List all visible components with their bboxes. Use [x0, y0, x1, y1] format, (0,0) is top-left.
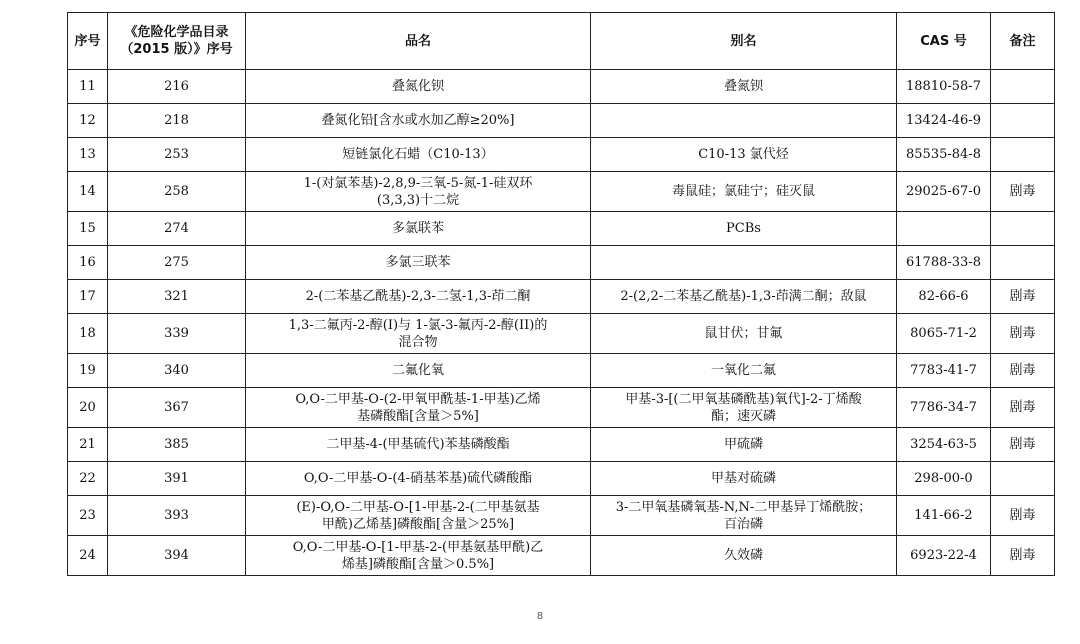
cell-cas: [897, 354, 991, 388]
header-cas: CAS 号: [897, 13, 991, 70]
cell-no-text: 12: [79, 113, 96, 128]
cell-no-text: 14: [79, 184, 96, 199]
table-row: [68, 280, 1055, 314]
cell-name: [246, 104, 591, 138]
cell-cas: [897, 70, 991, 104]
cell-cas-text: 298-00-0: [914, 471, 973, 486]
cell-catalog-no: [108, 388, 246, 428]
cell-remark: [991, 388, 1055, 428]
cell-catalog-no: [108, 70, 246, 104]
cell-no-text: 16: [79, 255, 96, 270]
cell-name-text: 混合物: [398, 334, 438, 350]
cell-name-text: 叠氮化铅[含水或水加乙醇≥20%]: [321, 113, 515, 128]
cell-catalog-no-text: 339: [164, 326, 189, 341]
cell-name-text: O,O-二甲基-O-(2-甲氧甲酰基-1-甲基)乙烯: [295, 391, 541, 407]
cell-remark: [991, 496, 1055, 536]
cell-cas-text: 13424-46-9: [906, 113, 981, 128]
cell-alias-text: 一氧化二氟: [710, 363, 776, 378]
cell-cas-text: 7786-34-7: [910, 400, 977, 415]
cell-catalog-no: [108, 172, 246, 212]
cell-name: [246, 388, 591, 428]
cell-alias: [591, 462, 897, 496]
cell-alias: [591, 496, 897, 536]
cell-remark-text: 剧毒: [1009, 184, 1036, 199]
cell-name-text: 2-(二苯基乙酰基)-2,3-二氢-1,3-茚二酮: [305, 289, 531, 304]
cell-catalog-no-text: 385: [164, 437, 189, 452]
table-row: [68, 212, 1055, 246]
cell-catalog-no: [108, 462, 246, 496]
cell-no-text: 24: [79, 548, 96, 563]
cell-no: [68, 104, 108, 138]
cell-alias: [591, 138, 897, 172]
cell-no-text: 11: [79, 79, 96, 94]
cell-alias-text: 叠氮钡: [723, 79, 763, 94]
cell-alias-text: 甲基对硫磷: [710, 471, 776, 486]
cell-name-text: 1,3-二氟丙-2-醇(I)与 1-氯-3-氟丙-2-醇(II)的: [288, 317, 548, 333]
page-number: 8: [536, 611, 544, 622]
header-name: 品名: [246, 13, 591, 70]
cell-remark: [991, 314, 1055, 354]
cell-alias: [591, 280, 897, 314]
cell-alias-text: 百治磷: [723, 516, 763, 532]
cell-name: [246, 212, 591, 246]
cell-name-text: 多氯三联苯: [385, 255, 451, 270]
cell-cas-text: 82-66-6: [918, 289, 969, 304]
cell-cas: [897, 246, 991, 280]
cell-no-text: 17: [79, 289, 96, 304]
cell-cas: [897, 388, 991, 428]
cell-catalog-no-text: 340: [164, 363, 189, 378]
cell-cas: [897, 496, 991, 536]
cell-name-text: 烯基]磷酸酯[含量＞0.5%]: [341, 556, 495, 572]
table-row: [68, 314, 1055, 354]
cell-alias: [591, 212, 897, 246]
cell-alias: [591, 314, 897, 354]
cell-catalog-no-text: 258: [164, 184, 189, 199]
cell-cas: [897, 212, 991, 246]
cell-cas-text: 61788-33-8: [906, 255, 981, 270]
cell-catalog-no: [108, 104, 246, 138]
cell-no: [68, 462, 108, 496]
cell-remark: [991, 172, 1055, 212]
cell-no: [68, 354, 108, 388]
cell-catalog-no-text: 367: [164, 400, 189, 415]
cell-cas-text: 6923-22-4: [910, 548, 977, 563]
cell-name-text: O,O-二甲基-O-[1-甲基-2-(甲基氨基甲酰)乙: [292, 539, 544, 555]
cell-name: [246, 354, 591, 388]
cell-no-text: 21: [79, 437, 96, 452]
cell-remark: [991, 104, 1055, 138]
cell-name-text: 短链氯化石蜡（C10-13）: [342, 147, 494, 162]
header-catalog-no: [108, 13, 246, 70]
cell-name: [246, 138, 591, 172]
table-row: [68, 138, 1055, 172]
cell-remark: [991, 428, 1055, 462]
cell-name: [246, 172, 591, 212]
cell-name-text: 多氯联苯: [391, 221, 444, 236]
cell-cas: [897, 172, 991, 212]
cell-name-text: (E)-O,O-二甲基-O-[1-甲基-2-(二甲基氨基: [296, 499, 540, 515]
cell-no: [68, 496, 108, 536]
cell-alias-text: 甲基-3-[(二甲氧基磷酰基)氧代]-2-丁烯酸: [625, 391, 862, 407]
header-row: [68, 13, 1055, 70]
cell-alias: [591, 354, 897, 388]
cell-catalog-no: [108, 212, 246, 246]
cell-catalog-no: [108, 280, 246, 314]
cell-remark-text: 剧毒: [1009, 400, 1036, 415]
cell-name-text: 叠氮化钡: [391, 79, 444, 94]
cell-no: [68, 536, 108, 576]
cell-no: [68, 428, 108, 462]
cell-alias-text: PCBs: [726, 221, 761, 236]
cell-no-text: 23: [79, 508, 96, 523]
cell-no: [68, 388, 108, 428]
cell-alias: [591, 104, 897, 138]
cell-catalog-no: [108, 354, 246, 388]
header-alias: 别名: [591, 13, 897, 70]
cell-catalog-no-text: 391: [164, 471, 189, 486]
cell-remark: [991, 70, 1055, 104]
table-row: [68, 246, 1055, 280]
cell-no-text: 15: [79, 221, 96, 236]
table-row: [68, 70, 1055, 104]
cell-alias-text: 3-二甲氧基磷氧基-N,N-二甲基异丁烯酰胺；: [615, 499, 872, 515]
table-row: [68, 104, 1055, 138]
cell-cas: [897, 428, 991, 462]
cell-alias: [591, 428, 897, 462]
cell-cas: [897, 536, 991, 576]
cell-cas: [897, 138, 991, 172]
cell-alias: [591, 172, 897, 212]
cell-remark: [991, 212, 1055, 246]
cell-alias-text: 久效磷: [723, 548, 763, 563]
cell-alias-text: 酯；速灭磷: [710, 408, 776, 424]
cell-no: [68, 314, 108, 354]
cell-alias: [591, 388, 897, 428]
table-row: [68, 388, 1055, 428]
cell-name-text: 二氟化氧: [391, 363, 444, 378]
cell-name: [246, 496, 591, 536]
cell-catalog-no: [108, 246, 246, 280]
cell-remark-text: 剧毒: [1009, 363, 1036, 378]
cell-remark-text: 剧毒: [1009, 326, 1036, 341]
cell-name-text: 二甲基-4-(甲基硫代)苯基磷酸酯: [326, 437, 510, 452]
cell-catalog-no: [108, 496, 246, 536]
cell-catalog-no-text: 275: [164, 255, 189, 270]
cell-name: [246, 314, 591, 354]
cell-no: [68, 246, 108, 280]
cell-alias-text: 甲硫磷: [723, 437, 763, 452]
cell-remark: [991, 246, 1055, 280]
table-row: [68, 462, 1055, 496]
chemicals-table: [67, 12, 1055, 576]
cell-remark-text: 剧毒: [1009, 508, 1036, 523]
cell-remark: [991, 536, 1055, 576]
cell-name-text: (3,3,3)十二烷: [376, 192, 460, 208]
cell-no-text: 13: [79, 147, 96, 162]
cell-catalog-no-text: 393: [164, 508, 189, 523]
cell-catalog-no-text: 274: [164, 221, 189, 236]
table-row: [68, 496, 1055, 536]
cell-name: [246, 246, 591, 280]
table-row: [68, 536, 1055, 576]
cell-alias-text: 2-(2,2-二苯基乙酰基)-1,3-茚满二酮；敌鼠: [620, 289, 867, 304]
cell-alias-text: 毒鼠硅；氯硅宁；硅灭鼠: [671, 184, 815, 199]
cell-name: [246, 462, 591, 496]
header-no: 序号: [68, 13, 108, 70]
header-remark: 备注: [991, 13, 1055, 70]
cell-catalog-no: [108, 428, 246, 462]
table-row: [68, 354, 1055, 388]
cell-alias-text: C10-13 氯代烃: [698, 147, 789, 162]
cell-name-text: 甲酰)乙烯基]磷酸酯[含量＞25%]: [321, 516, 515, 532]
cell-name-text: 1-(对氯苯基)-2,8,9-三氧-5-氮-1-硅双环: [303, 175, 533, 191]
cell-cas-text: 3254-63-5: [910, 437, 977, 452]
cell-cas-text: 141-66-2: [914, 508, 973, 523]
cell-cas-text: 85535-84-8: [906, 147, 981, 162]
cell-cas-text: 7783-41-7: [910, 363, 977, 378]
cell-catalog-no: [108, 138, 246, 172]
cell-name: [246, 70, 591, 104]
cell-no-text: 19: [79, 363, 96, 378]
cell-name-text: 基磷酸酯[含量＞5%]: [357, 408, 479, 424]
cell-catalog-no-text: 218: [164, 113, 189, 128]
cell-alias: [591, 536, 897, 576]
cell-no: [68, 172, 108, 212]
cell-no-text: 18: [79, 326, 96, 341]
cell-alias: [591, 246, 897, 280]
header-catalog-line1: 《危险化学品目录: [124, 25, 229, 40]
cell-catalog-no-text: 253: [164, 147, 189, 162]
cell-catalog-no-text: 394: [164, 548, 189, 563]
cell-remark: [991, 462, 1055, 496]
cell-name: [246, 280, 591, 314]
cell-alias-text: 鼠甘伏；甘氟: [704, 326, 783, 341]
cell-catalog-no-text: 216: [164, 79, 189, 94]
cell-cas: [897, 280, 991, 314]
table-row: [68, 428, 1055, 462]
cell-name: [246, 428, 591, 462]
cell-cas-text: 8065-71-2: [910, 326, 977, 341]
cell-remark: [991, 354, 1055, 388]
cell-no: [68, 280, 108, 314]
cell-no-text: 20: [79, 400, 96, 415]
cell-remark-text: 剧毒: [1009, 289, 1036, 304]
cell-remark: [991, 138, 1055, 172]
cell-catalog-no: [108, 314, 246, 354]
cell-cas: [897, 314, 991, 354]
header-catalog-line2: （2015 版）》序号: [120, 42, 233, 57]
cell-cas-text: 29025-67-0: [906, 184, 981, 199]
table-row: [68, 172, 1055, 212]
cell-remark: [991, 280, 1055, 314]
cell-remark-text: 剧毒: [1009, 437, 1036, 452]
cell-name-text: O,O-二甲基-O-(4-硝基苯基)硫代磷酸酯: [303, 471, 533, 486]
cell-alias: [591, 70, 897, 104]
cell-no: [68, 212, 108, 246]
cell-no: [68, 70, 108, 104]
cell-catalog-no: [108, 536, 246, 576]
cell-no-text: 22: [79, 471, 96, 486]
cell-catalog-no-text: 321: [164, 289, 189, 304]
cell-cas: [897, 104, 991, 138]
cell-cas-text: 18810-58-7: [906, 79, 981, 94]
cell-remark-text: 剧毒: [1009, 548, 1036, 563]
cell-cas: [897, 462, 991, 496]
cell-name: [246, 536, 591, 576]
cell-no: [68, 138, 108, 172]
